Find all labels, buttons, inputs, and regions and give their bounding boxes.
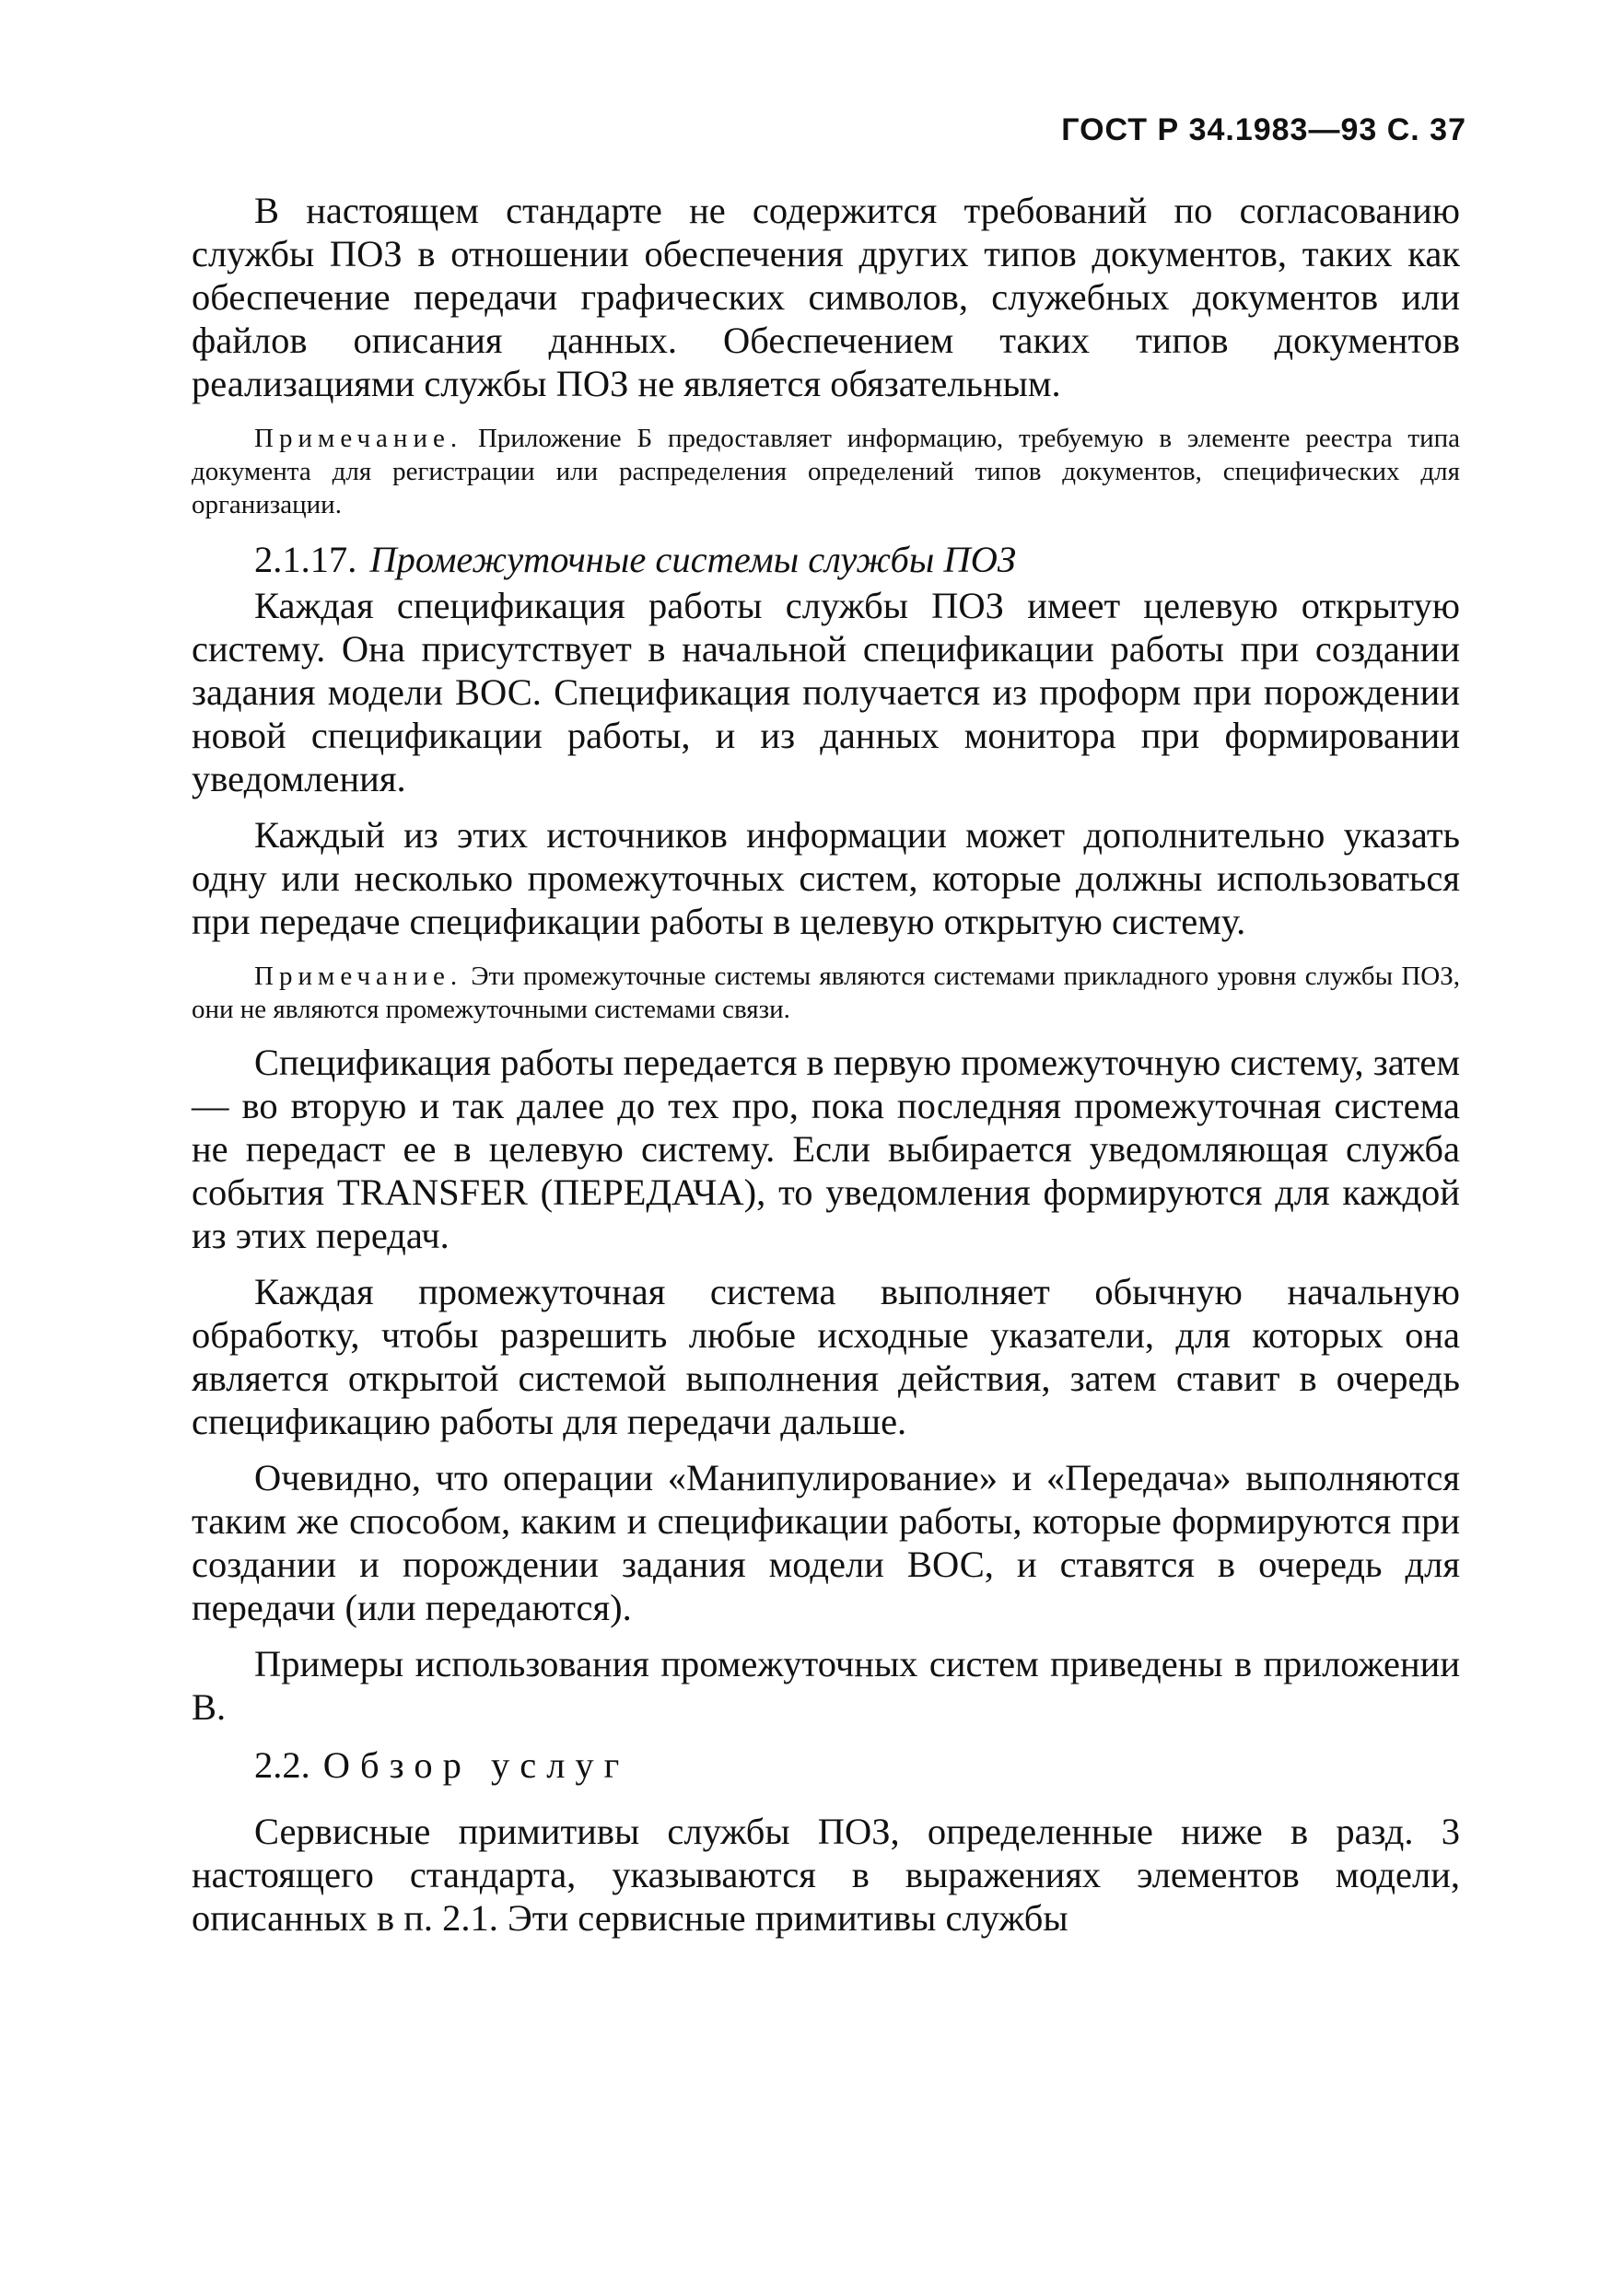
section-number: 2.1.17. bbox=[254, 539, 357, 580]
page-body bbox=[192, 189, 1460, 1940]
note-appendix-b bbox=[192, 422, 1460, 521]
section-heading-2-2 bbox=[192, 1742, 1460, 1789]
running-head: ГОСТ Р 34.1983—93 С. 37 bbox=[1061, 112, 1466, 147]
paragraph-conformance: В настоящем стандарте не содержится требований по согласованию службы ПОЗ в отношении обеспечения других типов документов, таких как обеспечение передачи графических символов, служебных документов или файлов описания данных. Обеспечением таких типов документов реализациями службы ПОЗ не является обязательным. bbox=[192, 190, 1460, 404]
note-text: Эти промежуточные системы являются системами прикладного уровня службы ПОЗ, они не являются промежуточными системами связи. bbox=[192, 962, 1460, 1024]
paragraph-service-primitives: Сервисные примитивы службы ПОЗ, определенные ниже в разд. 3 настоящего стандарта, указываются в выражениях элементов модели, описанных в п. 2.1. Эти сервисные примитивы службы bbox=[192, 1811, 1460, 1939]
paragraph-intermediate-processing: Каждая промежуточная система выполняет обычную начальную обработку, чтобы разрешить любые исходные указатели, для которых она является открытой системой выполнения действия, затем ставит в очередь спецификацию работы для передачи дальше. bbox=[192, 1271, 1460, 1442]
paragraph-operations: Очевидно, что операции «Манипулирование» и «Передача» выполняются таким же способом, каким и спецификации работы, которые формируются при создании и порождении задания модели ВОС, и ставятся в очередь для передачи (или передаются). bbox=[192, 1457, 1460, 1628]
section-number: 2.2. bbox=[254, 1744, 310, 1786]
note-application-level bbox=[192, 960, 1460, 1026]
paragraph-target-system: Каждая спецификация работы службы ПОЗ имеет целевую открытую систему. Она присутствует в начальной спецификации работы при создании задания модели ВОС. Спецификация получается из проформ при порождении новой спецификации работы, и из данных монитора при формировании уведомления. bbox=[192, 585, 1460, 799]
paragraph-intermediate-systems: Каждый из этих источников информации может дополнительно указать одну или несколько промежуточных систем, которые должны использоваться при передаче спецификации работы в целевую открытую систему. bbox=[192, 814, 1460, 942]
note-text: Приложение Б предоставляет информацию, требуемую в элементе реестра типа документа для регистрации или распределения определений типов документов, специфических для организации. bbox=[192, 424, 1461, 519]
paragraph-transfer-chain: Спецификация работы передается в первую промежуточную систему, затем — во вторую и так далее до тех про, пока последняя промежуточная система не передаст ее в целевую систему. Если выбирается уведомляющая служба события TRANSFER (ПЕРЕДАЧА), то уведомления формируются для каждой из этих передач. bbox=[192, 1042, 1460, 1256]
paragraph-examples: Примеры использования промежуточных систем приведены в приложении В. bbox=[192, 1643, 1460, 1728]
section-title: Обзор услуг bbox=[322, 1744, 630, 1786]
section-heading-2-1-17 bbox=[192, 536, 1460, 584]
note-lead: Примечание. bbox=[254, 424, 463, 453]
note-lead: Примечание. bbox=[254, 962, 463, 991]
section-title: Промежуточные системы службы ПОЗ bbox=[369, 539, 1016, 580]
